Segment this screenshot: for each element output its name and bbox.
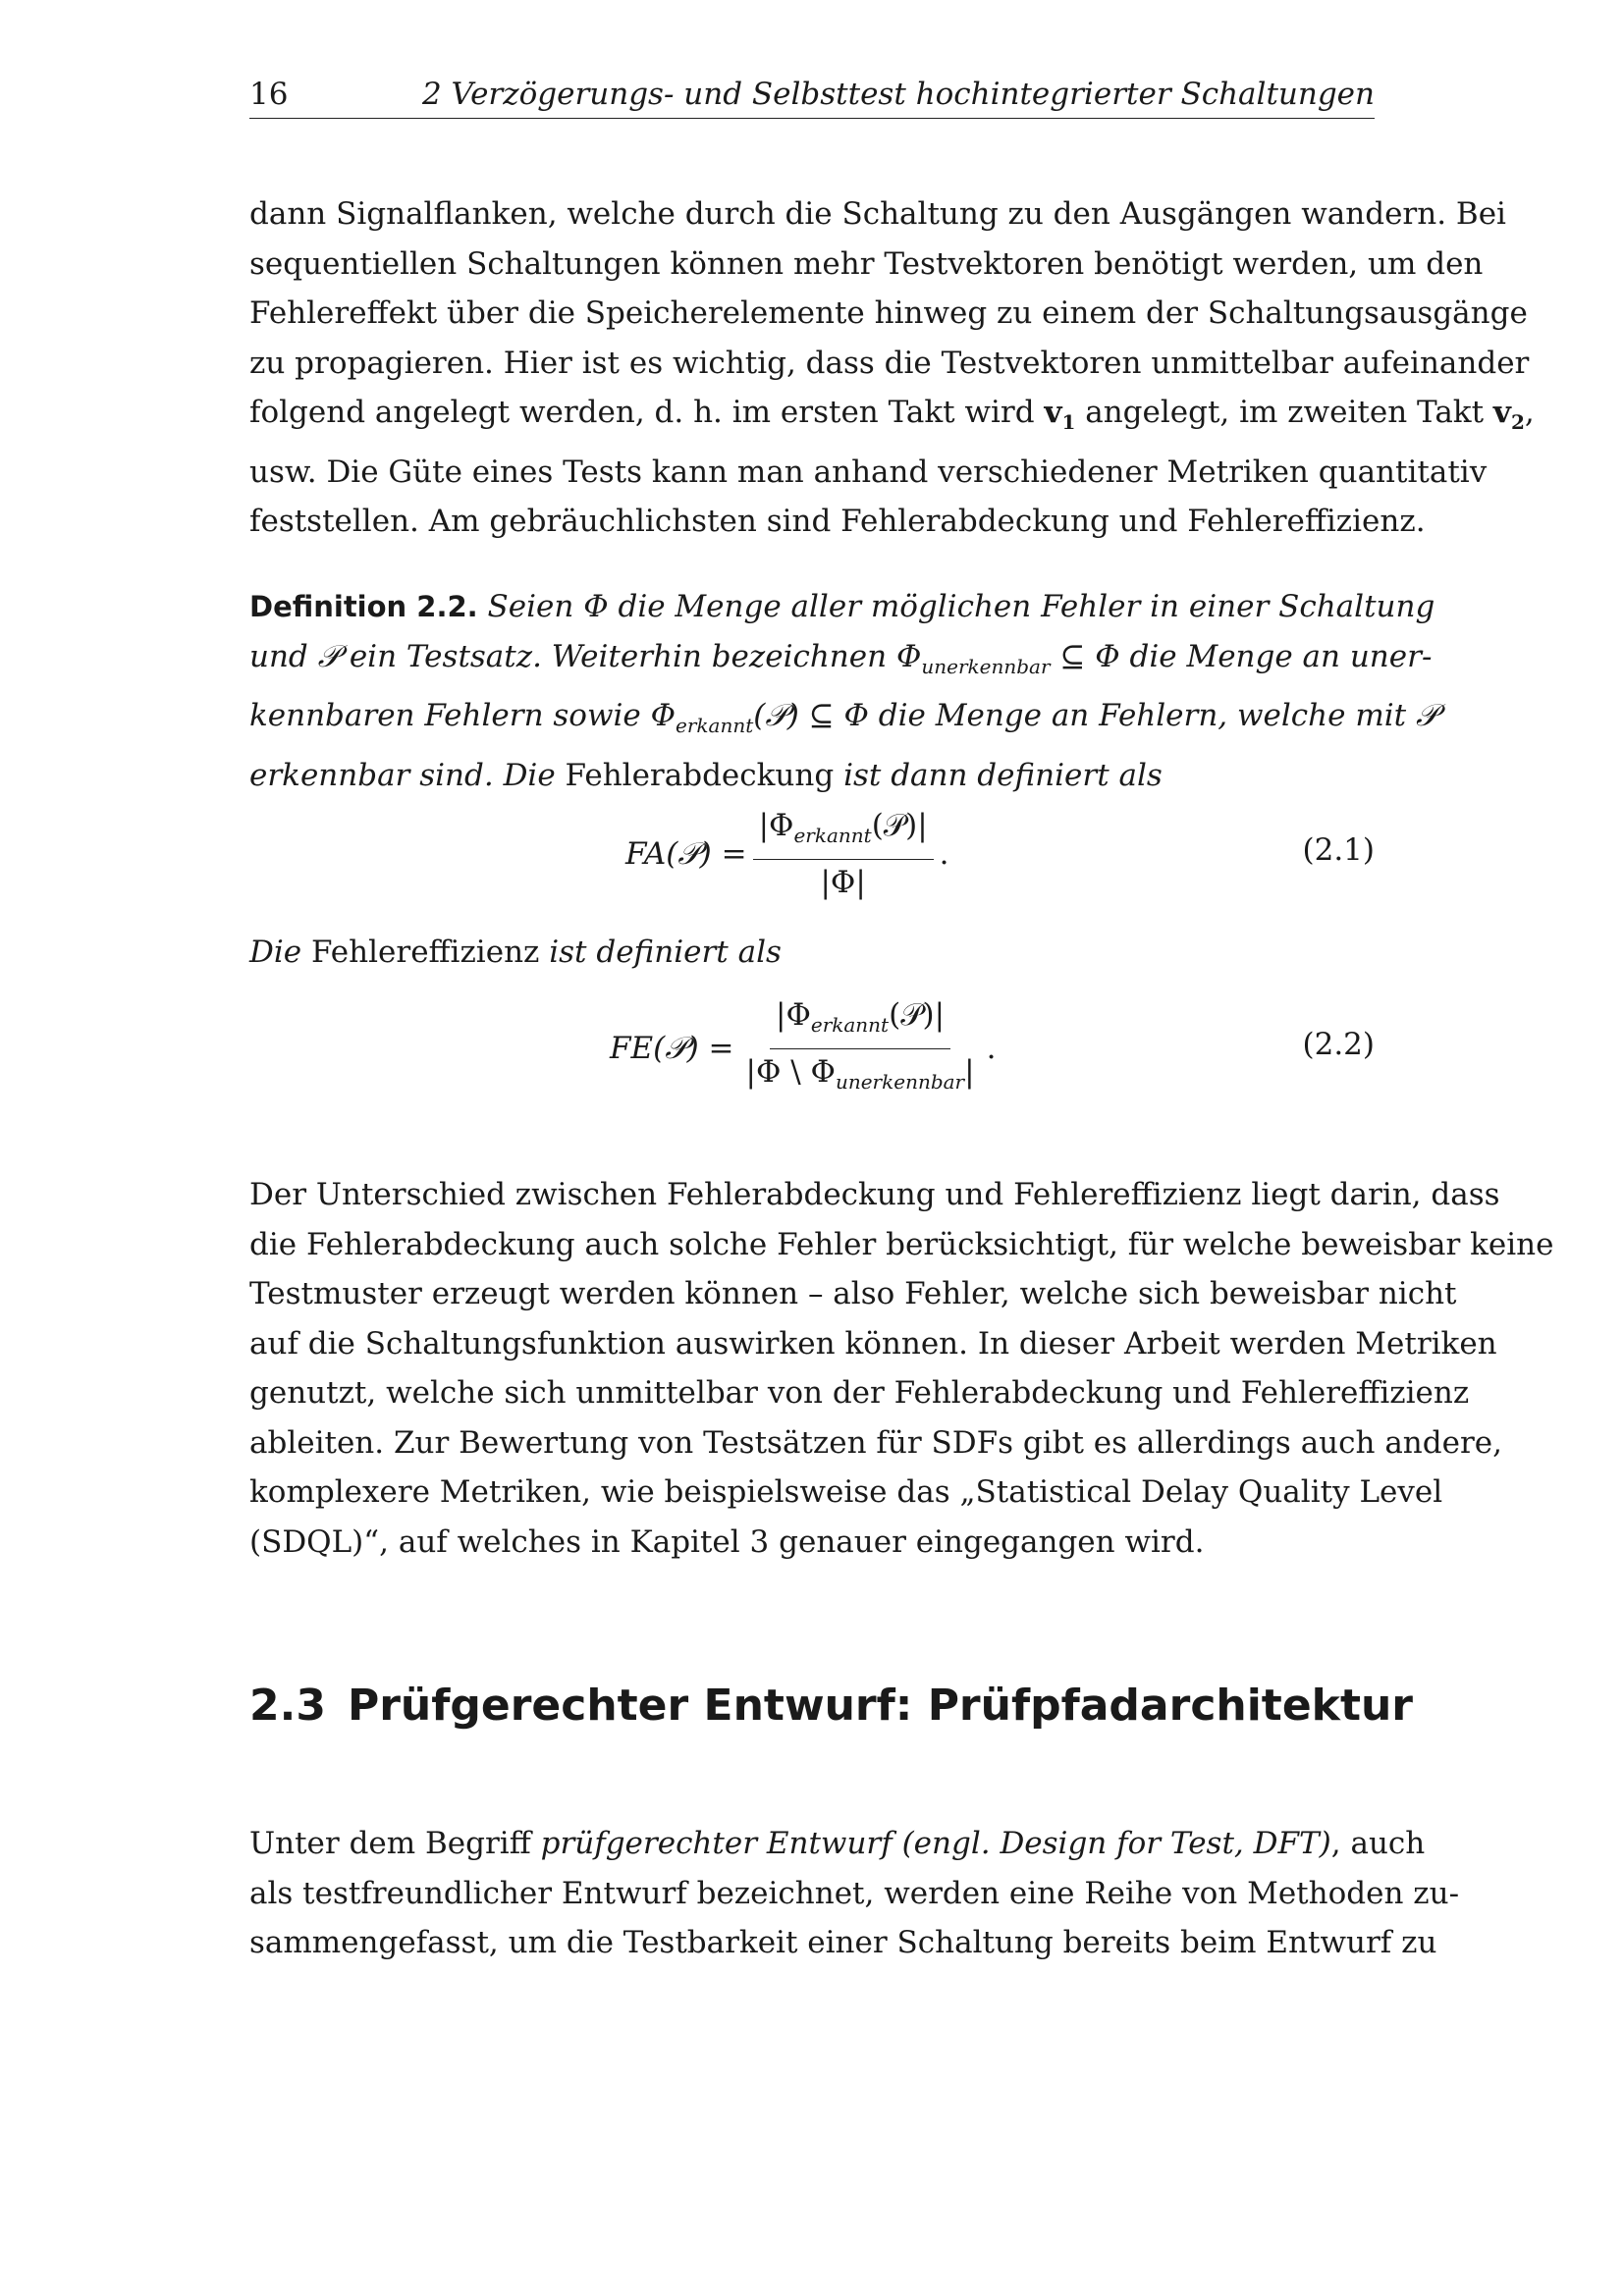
text-line: Unter dem Begriff prüfgerechter Entwurf (engl. Design for Test, DFT), auch xyxy=(249,1826,1426,1861)
text-line: Fehlereffekt über die Speicherelemente hinweg zu einem der Schaltungsausgänge xyxy=(249,295,1528,331)
text-line: erkennbar sind. Die Fehlerabdeckung ist dann definiert als xyxy=(249,757,1163,793)
fraction xyxy=(753,803,934,904)
paragraph-intro xyxy=(249,189,1535,547)
running-title: 2 Verzögerungs- und Selbsttest hochintegrierter Schaltungen xyxy=(421,77,1375,112)
vector-v1: $v_1$ xyxy=(1044,395,1076,435)
section-heading xyxy=(249,1681,1413,1731)
text-line: dann Signalflanken, welche durch die Schaltung zu den Ausgängen wandern. Bei xyxy=(249,196,1506,232)
fraction xyxy=(740,992,981,1103)
numerator: $|\Phi_{erkannt}(𝒫)|$ xyxy=(770,992,950,1048)
section-number: 2.3 xyxy=(249,1681,326,1731)
text-line: und 𝒫 ein Testsatz. Weiterhin bezeichnen $\Phi_{unerkennbar}$ ⊆ Φ die Menge an uner- xyxy=(249,638,1433,678)
term-fehlerabdeckung: Fehlerabdeckung xyxy=(565,757,835,793)
text-line: als testfreundlicher Entwurf bezeichnet, werden eine Reihe von Methoden zu- xyxy=(249,1875,1460,1911)
equation-lhs: FE(𝒫) = xyxy=(610,1030,734,1066)
paragraph-comparison xyxy=(249,1170,1554,1567)
text-line: sammengefasst, um die Testbarkeit einer Schaltung bereits beim Entwurf zu xyxy=(249,1925,1437,1960)
section-title: Prüfgerechter Entwurf: Prüfpfadarchitektur xyxy=(347,1681,1413,1731)
term-fehlereffizienz: Fehlereffizienz xyxy=(310,934,540,970)
text-line: die Fehlerabdeckung auch solche Fehler berücksichtigt, für welche beweisbar keine xyxy=(249,1226,1554,1262)
text-line: folgend angelegt werden, d. h. im ersten Takt wird $v_1$ angelegt, im zweiten Takt $v_2$, xyxy=(249,395,1535,435)
paragraph-dft xyxy=(249,1819,1460,1968)
equation-lhs: FA(𝒫) = xyxy=(625,835,747,872)
text-line: Die Fehlereffizienz ist definiert als xyxy=(249,934,782,970)
text-line: auf die Schaltungsfunktion auswirken können. In dieser Arbeit werden Metriken xyxy=(249,1325,1497,1362)
text-line: sequentiellen Schaltungen können mehr Testvektoren benötigt werden, um den xyxy=(249,245,1484,282)
equation-2-1: FA(𝒫) = $\frac{|\Phi_{erkannt}(𝒫)|}{|\Phi|}$ . (2.1) xyxy=(249,800,1375,908)
text-line: usw. Die Güte eines Tests kann man anhand verschiedener Metriken quantitativ xyxy=(249,454,1488,490)
equation-2-2: FE(𝒫) = $\frac{|\Phi_{erkannt}(𝒫)|}{|\Phi \backslash \Phi_{unerkennbar}|}$ . (2.2) xyxy=(249,994,1375,1102)
text-line: feststellen. Am gebräuchlichsten sind Fehlerabdeckung und Fehlereffizienz. xyxy=(249,504,1426,540)
text-line: ableiten. Zur Bewertung von Testsätzen für SDFs gibt es allerdings auch andere, xyxy=(249,1424,1502,1461)
text-line: Definition 2.2. Seien Φ die Menge aller möglichen Fehler in einer Schaltung xyxy=(249,589,1435,624)
page-number: 16 xyxy=(249,77,289,112)
text-line: komplexere Metriken, wie beispielsweise das „Statistical Delay Quality Level xyxy=(249,1474,1443,1510)
vector-v2: $v_2$ xyxy=(1492,395,1525,435)
text-line: genutzt, welche sich unmittelbar von der Fehlerabdeckung und Fehlereffizienz xyxy=(249,1375,1470,1411)
definition-block xyxy=(249,582,1438,800)
text-line: kennbaren Fehlern sowie $\Phi_{erkannt}(𝒫)$ ⊆ Φ die Menge an Fehlern, welche mit 𝒫 xyxy=(249,698,1438,738)
numerator: $|\Phi_{erkannt}(𝒫)|$ xyxy=(753,803,934,859)
text-line: Testmuster erzeugt werden können – also Fehler, welche sich beweisbar nicht xyxy=(249,1276,1457,1311)
denominator: |Φ \ $\Phi_{unerkennbar}|$ xyxy=(745,1053,975,1094)
text-line: (SDQL)“, auf welches in Kapitel 3 genauer eingegangen wird. xyxy=(249,1523,1205,1560)
equation-number: (2.1) xyxy=(1302,832,1375,868)
running-header xyxy=(249,71,1375,119)
definition-fe-intro xyxy=(249,928,1375,978)
equation-number: (2.2) xyxy=(1302,1027,1375,1062)
text-line: Der Unterschied zwischen Fehlerabdeckung und Fehlereffizienz liegt darin, dass xyxy=(249,1177,1500,1212)
denominator: |Φ| xyxy=(820,864,866,900)
term-dft: prüfgerechter Entwurf (engl. Design for Test, DFT) xyxy=(540,1826,1331,1861)
definition-label: Definition 2.2. xyxy=(249,590,478,623)
text-line: zu propagieren. Hier ist es wichtig, dass die Testvektoren unmittelbar aufeinander xyxy=(249,345,1530,381)
